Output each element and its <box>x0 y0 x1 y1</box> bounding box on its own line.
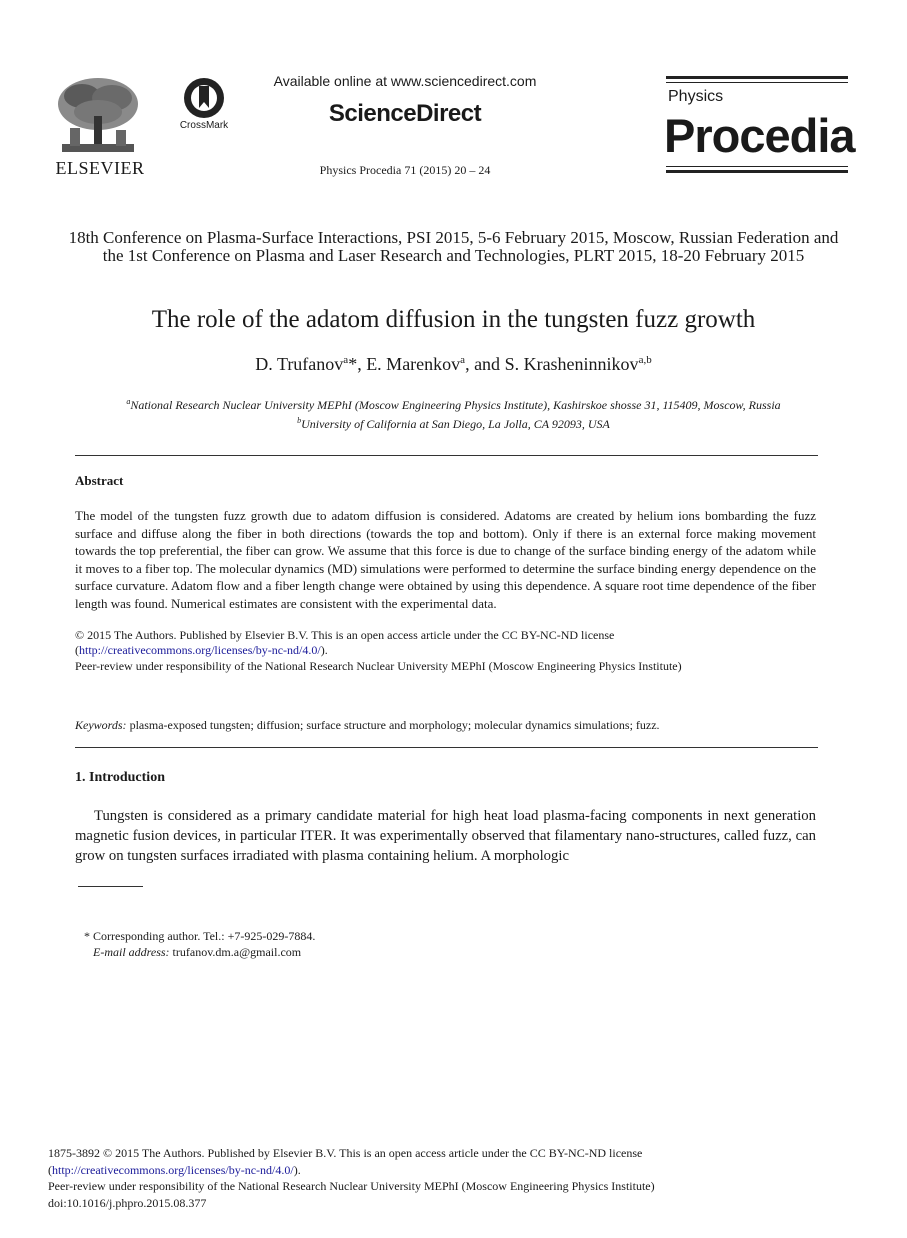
paren: ). <box>293 1162 301 1177</box>
footer-license-link[interactable]: http://creativecommons.org/licenses/by-nc-nd/4.0/ <box>52 1162 294 1177</box>
page-footer <box>48 1145 860 1211</box>
author-affiliation-mark: a <box>343 354 349 366</box>
author-separator: , and <box>465 354 505 374</box>
logo-rule <box>666 170 848 173</box>
affiliation-b <box>40 413 867 432</box>
journal-logo-physics: Physics <box>668 88 724 105</box>
section-body: Tungsten is considered as a primary candidate material for high heat load plasma-facing components in next generation magnetic fusion devices, in particular ITER. It was experimentally observed that filamentary nano-structures, called fuzz, can grow on tungsten surfaces irradiated with plasma containing helium. A morphologic <box>75 808 816 864</box>
paren: ). <box>320 643 328 657</box>
author-name: S. Krasheninnikov <box>504 354 639 374</box>
abstract-heading: Abstract <box>75 473 124 488</box>
footer-license: 1875-3892 © 2015 The Authors. Published by Elsevier B.V. This is an open access article under the CC BY-NC-ND license <box>48 1146 643 1160</box>
section-heading: 1. Introduction <box>75 770 165 785</box>
license-link[interactable]: http://creativecommons.org/licenses/by-nc-nd/4.0/ <box>79 643 321 657</box>
paren: ( <box>48 1162 52 1177</box>
footer-peer-review: Peer-review under responsibility of the National Research Nuclear University MEPhI (Moscow Engineering Physics Institute) <box>48 1179 655 1193</box>
affiliation-text: University of California at San Diego, La Jolla, CA 92093, USA <box>301 417 610 431</box>
footnote-separator <box>78 886 143 887</box>
author-affiliation-mark: a <box>460 354 466 366</box>
affiliation-mark: a <box>126 397 131 406</box>
author-name: E. Marenkov <box>366 354 461 374</box>
divider <box>75 747 818 748</box>
author-list <box>40 354 867 375</box>
journal-logo-procedia: Procedia <box>664 109 855 162</box>
available-online-text: Available online at www.sciencedirect.com <box>273 73 537 89</box>
paren: ( <box>75 643 79 657</box>
affiliations <box>40 394 867 432</box>
affiliation-a <box>40 394 867 413</box>
copyright-text: © 2015 The Authors. Published by Elsevier B.V. This is an open access article under the CC BY-NC-ND license <box>75 628 615 642</box>
keywords-label: Keywords: <box>75 718 127 732</box>
logo-rule <box>666 166 848 167</box>
abstract-body <box>75 507 816 613</box>
author-separator: *, <box>348 354 367 374</box>
journal-reference: Physics Procedia 71 (2015) 20 – 24 <box>319 163 491 177</box>
crossmark-label: CrossMark <box>179 120 229 131</box>
affiliation-text: National Research Nuclear University MEPhI (Moscow Engineering Physics Institute), Kashirskoe shosse 31, 115409, Moscow, Russia <box>130 398 781 412</box>
corresponding-author-note: * Corresponding author. Tel.: +7-925-029-7884. <box>84 929 316 943</box>
paper-title: The role of the adatom diffusion in the tungsten fuzz growth <box>151 306 756 333</box>
copyright-notice <box>75 628 816 658</box>
sciencedirect-logo: ScienceDirect <box>328 100 482 127</box>
peer-review-notice: Peer-review under responsibility of the National Research Nuclear University MEPhI (Moscow Engineering Physics Institute) <box>75 659 682 673</box>
keywords <box>75 718 816 733</box>
elsevier-tree-logo <box>52 76 144 156</box>
logo-rule <box>666 76 848 79</box>
publisher-name: ELSEVIER <box>55 158 145 178</box>
license-line <box>75 643 816 658</box>
footer-doi[interactable]: doi:10.1016/j.phpro.2015.08.377 <box>48 1195 207 1210</box>
author-affiliation-mark: a,b <box>638 354 652 366</box>
email-address: trufanov.dm.a@gmail.com <box>169 945 302 959</box>
email-note <box>93 945 301 960</box>
keywords-text: plasma-exposed tungsten; diffusion; surface structure and morphology; molecular dynamics simulations; fuzz. <box>126 718 660 732</box>
abstract-text: The model of the tungsten fuzz growth due to adatom diffusion is considered. Adatoms are created by helium ions bombarding the fuzz surface and diffuse along the fiber in both directions (towards the top and bottom). Only if there is an external force making movement towards the top preferential, the fiber can grow. We assume that this force is due to change of the surface binding energy of the adatom while it moves to a fiber top. The molecular dynamics (MD) simulations were performed to determine the surface binding energy dependence on the surface curvature. Adatom flow and a fiber length change were obtained by using this dependence. A square root time dependence of the fiber length was found. Numerical estimates are consistent with the experimental data. <box>75 508 817 611</box>
logo-rule <box>666 82 848 83</box>
divider <box>75 455 818 456</box>
conference-name: 18th Conference on Plasma-Surface Interactions, PSI 2015, 5-6 February 2015, Moscow, Russian Federation and the 1st Conference on Plasma and Laser Research and Technologies, PLRT 2015, 18-20 February 2015 <box>68 228 839 265</box>
email-label: E-mail address: <box>93 945 170 959</box>
author-name: D. Trufanov <box>255 354 344 374</box>
affiliation-mark: b <box>297 416 302 425</box>
footer-license-url-line <box>48 1162 860 1179</box>
